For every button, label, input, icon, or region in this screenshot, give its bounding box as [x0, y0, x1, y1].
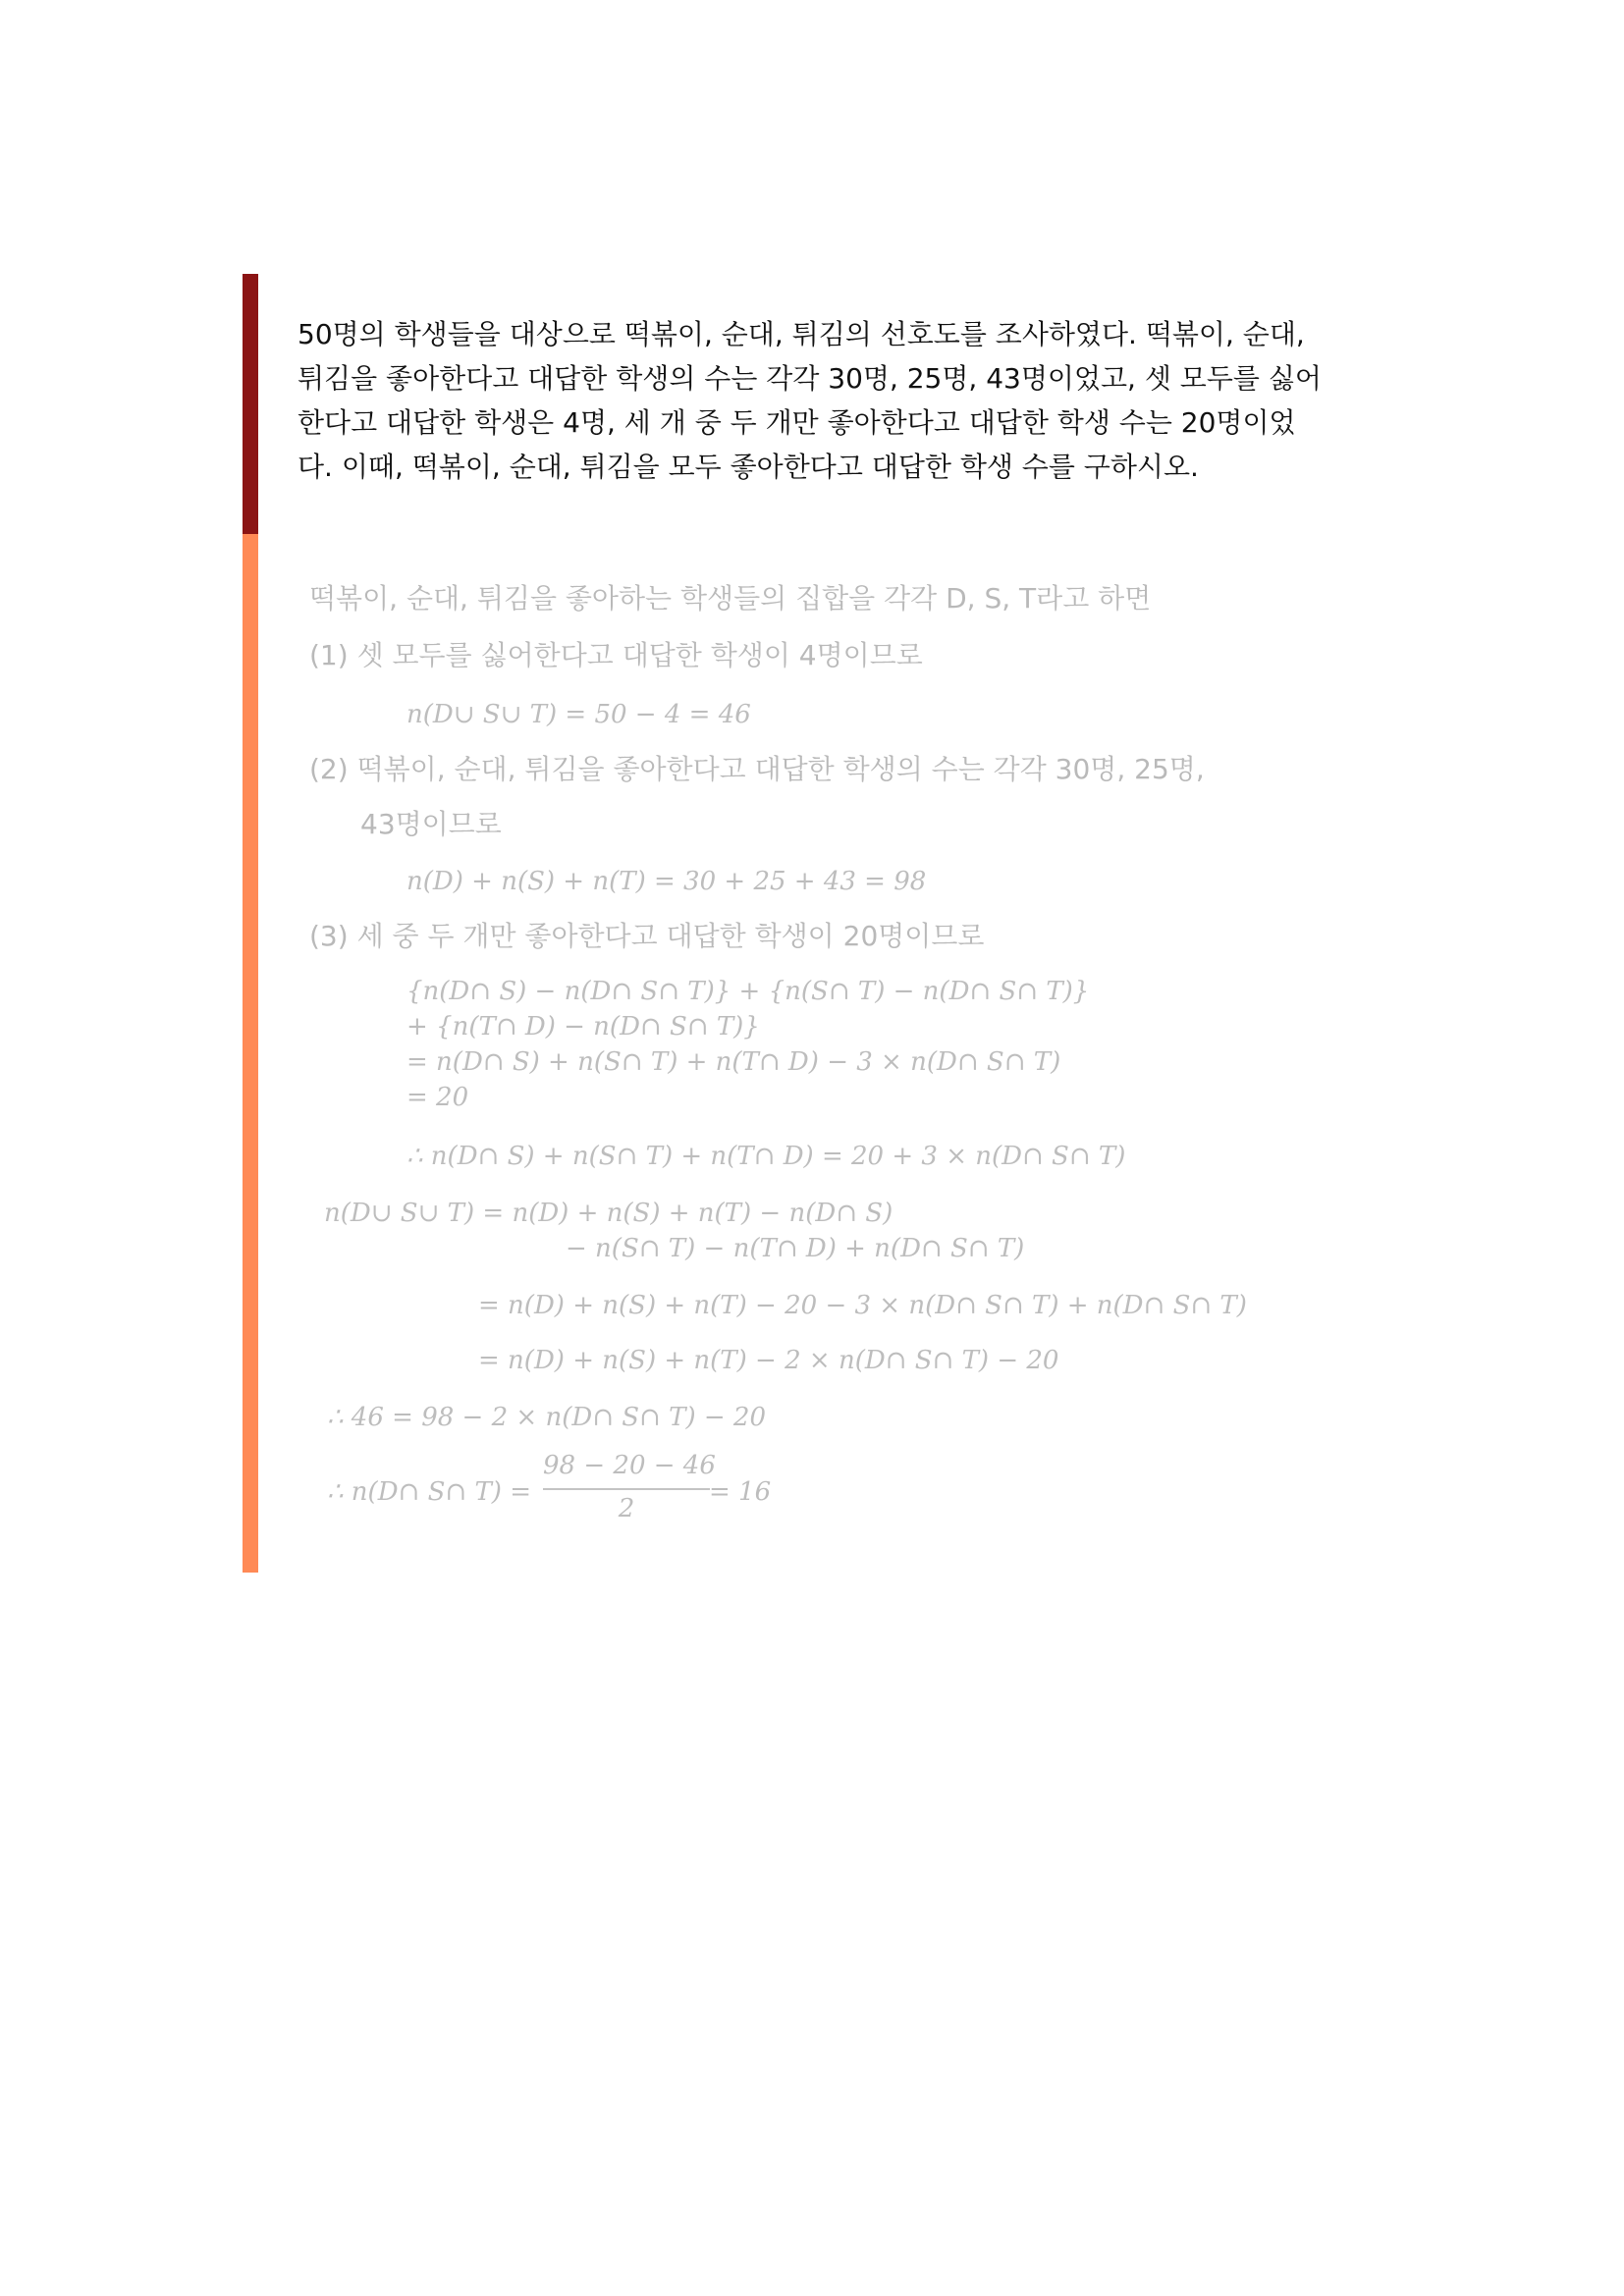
problem-line-text: 50명의 학생들을 대상으로 떡볶이, 순대, 튀김의 선호도를 조사하였다. 떡볶이, 순대,	[298, 318, 1305, 350]
final-rhs: = 16	[709, 1477, 772, 1507]
union-equation-line3: = n(D) + n(S) + n(T) − 20 − 3 × n(D∩ S∩ T) + n(D∩ S∩ T)	[478, 1291, 1247, 1320]
fraction-numerator: 98 − 20 − 46	[543, 1451, 716, 1480]
accent-bar-problem	[243, 274, 258, 534]
step1-equation: n(D∪ S∪ T) = 50 − 4 = 46	[406, 700, 751, 729]
step3-label: (3) 세 중 두 개만 좋아한다고 대답한 학생이 20명이므로	[309, 920, 985, 952]
problem-line	[298, 400, 1363, 445]
problem-line-text: 튀김을 좋아한다고 대답한 학생의 수는 각각 30명, 25명, 43명이었고, 셋 모두를 싫어	[298, 362, 1322, 395]
step2-label: (2) 떡볶이, 순대, 튀김을 좋아한다고 대답한 학생의 수는 각각 30명, 25명,	[309, 753, 1205, 785]
solution-intro: 떡볶이, 순대, 튀김을 좋아하는 학생들의 집합을 각각 D, S, T라고 하면	[309, 582, 1152, 614]
step1-label: (1) 셋 모두를 싫어한다고 대답한 학생이 4명이므로	[309, 639, 923, 671]
step3-equation-line1: {n(D∩ S) − n(D∩ S∩ T)} + {n(S∩ T) − n(D∩ S∩ T)}	[406, 977, 1090, 1006]
problem-line	[298, 356, 1363, 400]
result-equation: ∴ 46 = 98 − 2 × n(D∩ S∩ T) − 20	[327, 1403, 766, 1432]
union-equation-line1: n(D∪ S∪ T) = n(D) + n(S) + n(T) − n(D∩ S)	[324, 1199, 893, 1228]
union-equation-line2: − n(S∩ T) − n(T∩ D) + n(D∩ S∩ T)	[566, 1234, 1025, 1263]
problem-line-text: 다. 이때, 떡볶이, 순대, 튀김을 모두 좋아한다고 대답한 학생 수를 구하시오.	[298, 451, 1199, 483]
step2-equation: n(D) + n(S) + n(T) = 30 + 25 + 43 = 98	[406, 867, 927, 896]
step3-equation-line2: + {n(T∩ D) − n(D∩ S∩ T)}	[406, 1012, 760, 1041]
problem-line-text: 한다고 대답한 학생은 4명, 세 개 중 두 개만 좋아한다고 대답한 학생 수는 20명이었	[298, 406, 1296, 439]
fraction-denominator: 2	[618, 1494, 635, 1523]
union-equation-line4: = n(D) + n(S) + n(T) − 2 × n(D∩ S∩ T) − 20	[478, 1346, 1059, 1375]
step3-equation-line3: = n(D∩ S) + n(S∩ T) + n(T∩ D) − 3 × n(D∩ S∩ T)	[406, 1047, 1061, 1077]
problem-line	[298, 445, 1363, 489]
problem-line	[298, 312, 1363, 356]
accent-bar-solution	[243, 534, 258, 1573]
final-lhs: ∴ n(D∩ S∩ T) =	[327, 1477, 531, 1507]
problem-text	[298, 312, 1363, 489]
step3-equation-line4: = 20	[406, 1083, 469, 1112]
step3-therefore: ∴ n(D∩ S) + n(S∩ T) + n(T∩ D) = 20 + 3 × n(D∩ S∩ T)	[406, 1142, 1126, 1171]
fraction-bar	[543, 1488, 710, 1490]
step2-label-cont: 43명이므로	[360, 808, 502, 840]
